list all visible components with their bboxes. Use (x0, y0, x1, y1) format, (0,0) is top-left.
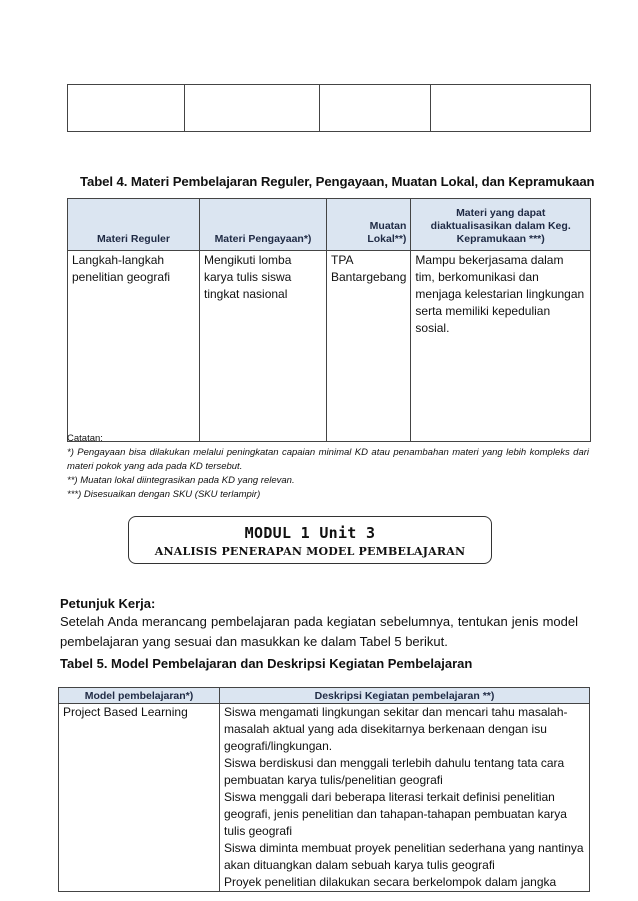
table4-header: Materi Reguler (68, 199, 200, 251)
table4-caption: Tabel 4. Materi Pembelajaran Reguler, Pengayaan, Muatan Lokal, dan Kepramukaan (80, 174, 595, 189)
description-item: Siswa berdiskusi dan menggali terlebih dahulu tentang tata cara pembuatan karya tulis/penelitian geografi (224, 756, 565, 787)
table4-cell: Langkah-langkah penelitian geografi (68, 251, 200, 442)
table5-header: Deskripsi Kegiatan pembelajaran **) (220, 688, 590, 704)
table4 (67, 198, 591, 442)
table4-cell: TPA Bantargebang (327, 251, 411, 442)
table5-caption: Tabel 5. Model Pembelajaran dan Deskripsi Kegiatan Pembelajaran (60, 656, 473, 671)
empty-cell (431, 85, 591, 132)
note: *) Pengayaan bisa dilakukan melalui peningkatan capaian minimal KD atau penambahan materi yang lebih kompleks dari materi pokok yang ada pada KD tersebut. (67, 447, 589, 472)
table5-header: Model pembelajaran*) (59, 688, 220, 704)
module-title: MODUL 1 Unit 3 (244, 524, 376, 542)
description-item: Siswa menggali dari beberapa literasi terkait definisi penelitian geografi, jenis penelitian dan tahapan-tahapan pembuatan karya tulis geografi (224, 790, 567, 838)
description-item: Proyek penelitian dilakukan secara berkelompok dalam jangka (224, 875, 557, 889)
table4-notes (67, 432, 589, 502)
instructions-text: Setelah Anda merancang pembelajaran pada kegiatan sebelumnya, tentukan jenis model pembelajaran yang sesuai dan masukkan ke dalam Tabel 5 berikut. (60, 614, 578, 649)
description-item: Siswa mengamati lingkungan sekitar dan mencari tahu masalah-masalah aktual yang ada disekitarnya berkenaan dengan isu geografi/lingkungan. (224, 705, 568, 753)
empty-table (67, 84, 591, 132)
instructions-body (60, 612, 578, 652)
table5-model-cell: Project Based Learning (59, 704, 220, 892)
note: ***) Disesuaikan dengan SKU (SKU terlampir) (67, 489, 261, 500)
empty-cell (68, 85, 185, 132)
table4-header: Materi Pengayaan*) (200, 199, 327, 251)
table4-header: Muatan Lokal**) (327, 199, 411, 251)
table5-description-cell (220, 704, 590, 892)
table4-cell: Mampu bekerjasama dalam tim, berkomunikasi dan menjaga kelestarian lingkungan serta memiliki kepedulian sosial. (411, 251, 591, 442)
note: **) Muatan lokal diintegrasikan pada KD yang relevan. (67, 475, 295, 486)
empty-cell (320, 85, 431, 132)
empty-cell (185, 85, 320, 132)
table4-cell: Mengikuti lomba karya tulis siswa tingkat nasional (200, 251, 327, 442)
instructions-title: Petunjuk Kerja: (60, 596, 156, 611)
module-banner (128, 516, 492, 564)
description-item: Siswa diminta membuat proyek penelitian sederhana yang nantinya akan dituangkan dalam sebuah karya tulis geografi (224, 841, 584, 872)
module-subtitle: ANALISIS PENERAPAN MODEL PEMBELAJARAN (154, 545, 466, 558)
table5 (58, 687, 590, 892)
table4-header: Materi yang dapat diaktualisasikan dalam Keg. Kepramukaan ***) (411, 199, 591, 251)
notes-label: Catatan: (67, 433, 103, 444)
